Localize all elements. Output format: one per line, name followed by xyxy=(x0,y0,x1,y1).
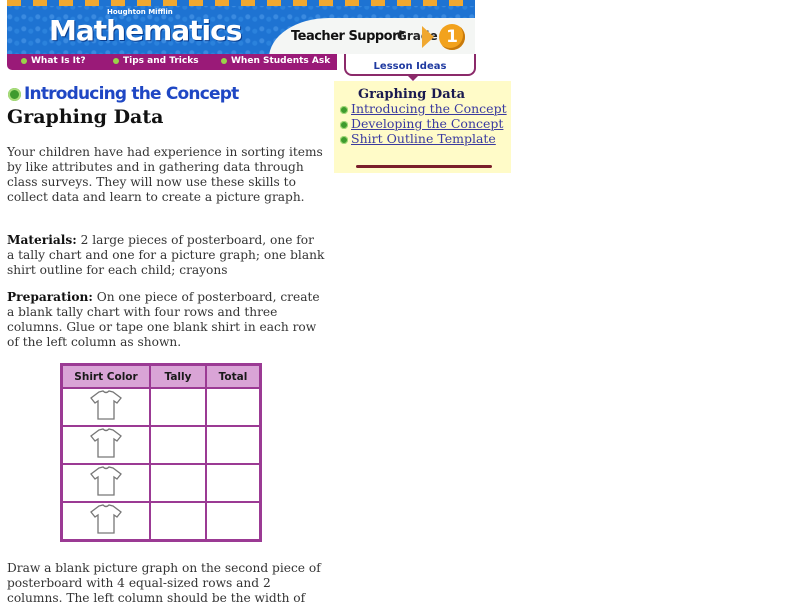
section-heading: Introducing the Concept xyxy=(24,84,239,104)
nav-label: Tips and Tricks xyxy=(123,56,199,66)
shirt-icon xyxy=(88,427,124,459)
intro-paragraph: Your children have had experience in sorting items by like attributes and in gathering data through class surveys. They will now use these skills to collect data and learn to create a picture graph. xyxy=(7,145,323,204)
bullet-icon xyxy=(113,58,119,64)
table-row xyxy=(62,426,261,464)
sidebar-divider xyxy=(356,165,492,168)
total-cell xyxy=(206,388,261,426)
tab-lesson-ideas[interactable]: Lesson Ideas xyxy=(344,54,476,76)
closing-paragraph: Draw a blank picture graph on the second piece of posterboard with 4 equal-sized rows and 2 columns. The left column should be the width of xyxy=(7,561,321,605)
sidebar-title: Graphing Data xyxy=(358,87,466,102)
shirt-cell xyxy=(62,502,151,541)
shirt-cell xyxy=(62,388,151,426)
section-label: Teacher Support xyxy=(291,29,404,44)
site-title[interactable]: Mathematics xyxy=(49,14,242,47)
preparation-paragraph xyxy=(7,290,325,350)
sidebar-link-shirt-template[interactable] xyxy=(340,131,496,146)
total-cell xyxy=(206,502,261,541)
sidebar-link-developing[interactable] xyxy=(340,116,503,131)
sidebar-lesson-links xyxy=(334,81,511,173)
nav-what-is-it[interactable] xyxy=(21,56,86,66)
header-tally: Tally xyxy=(150,365,206,389)
banner-background xyxy=(7,0,475,54)
tally-cell xyxy=(150,426,206,464)
tally-chart-image xyxy=(60,363,262,542)
bullet-icon xyxy=(340,106,348,114)
bullet-icon xyxy=(21,58,27,64)
materials-label: Materials: xyxy=(7,233,77,247)
total-cell xyxy=(206,426,261,464)
link-label: Developing the Concept xyxy=(351,116,504,131)
tally-cell xyxy=(150,464,206,502)
nav-tips-and-tricks[interactable] xyxy=(113,56,199,66)
bullet-icon xyxy=(340,121,348,129)
total-cell xyxy=(206,464,261,502)
shirt-icon xyxy=(88,389,124,421)
sidebar-link-introducing[interactable] xyxy=(340,101,507,116)
shirt-icon xyxy=(88,503,124,535)
header-total: Total xyxy=(206,365,261,389)
grade-arrow-icon xyxy=(422,26,434,48)
tally-cell xyxy=(150,502,206,541)
preparation-text: On one piece of posterboard, create a blank tally chart with four rows and three columns. Glue or tape one blank shirt in each row of the left column as shown. xyxy=(7,290,320,349)
green-bullet-icon xyxy=(8,88,21,101)
grade-badge: 1 xyxy=(439,24,465,50)
bullet-icon xyxy=(340,136,348,144)
shirt-cell xyxy=(62,426,151,464)
table-row xyxy=(62,502,261,541)
link-label: Shirt Outline Template xyxy=(351,131,496,146)
page-title: Graphing Data xyxy=(7,106,164,128)
materials-paragraph xyxy=(7,233,325,278)
site-banner xyxy=(7,0,475,78)
bullet-icon xyxy=(221,58,227,64)
table-row xyxy=(62,388,261,426)
grade-label: Grade xyxy=(397,29,438,43)
nav-when-students-ask[interactable] xyxy=(221,56,330,66)
preparation-label: Preparation: xyxy=(7,290,93,304)
banner-dashes xyxy=(7,0,475,6)
table-row xyxy=(62,464,261,502)
tally-cell xyxy=(150,388,206,426)
nav-label: When Students Ask xyxy=(231,56,331,66)
link-label: Introducing the Concept xyxy=(351,101,507,116)
shirt-icon xyxy=(88,465,124,497)
shirt-cell xyxy=(62,464,151,502)
materials-text: 2 large pieces of posterboard, one for a tally chart and one for a picture graph; one blank shirt outline for each child; crayons xyxy=(7,233,325,277)
nav-label: What Is It? xyxy=(31,56,86,66)
nav-bar xyxy=(7,54,337,70)
publisher-name: Houghton Mifflin xyxy=(107,8,173,16)
header-shirt-color: Shirt Color xyxy=(62,365,151,389)
